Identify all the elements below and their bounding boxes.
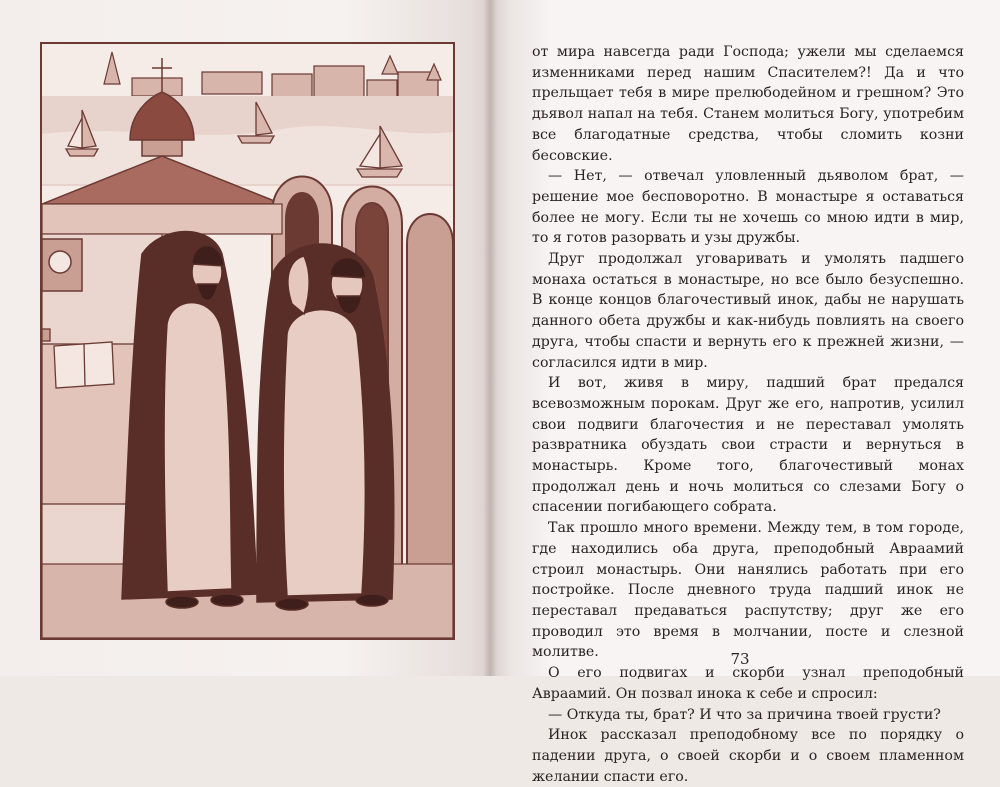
paragraph: И вот, живя в миру, падший брат предался всевозможным порокам. Друг же его, напротив, усилил свои подвиги благочестия и не переставал умолять развратника обуздать свои страсти и вернуться в монастырь. Кроме того, благочестивый монах продолжал день и ночь молиться со слезами Богу о спасении погибающего собрата. [532, 375, 964, 516]
page-number: 73 [730, 650, 750, 668]
paragraph: Инок рассказал преподобному все по порядку о падении друга, о своей скорби и о своем пламенном желании спасти его. [532, 727, 964, 785]
monk-right [257, 244, 394, 610]
wall-icon [42, 239, 82, 291]
paragraph: Друг продолжал уговаривать и умолять падшего монаха остаться в монастыре, но все было безуспешно. В конце концов благочестивый инок, дабы не нарушать данного обета дружбы и как-нибудь повлиять на своего друга, чтобы спасти и вернуть его к прежней жизни, — согласился идти в мир. [532, 251, 964, 371]
book-gutter [483, 0, 497, 676]
paragraph: Так прошло много времени. Между тем, в том городе, где находились оба друга, преподобный Авраамий строил монастырь. Они нанялись работать при его постройке. После дневного труда падший инок не переставал предаваться распутству; друг же его проводил это время в молчании, посте и слезной молитве. [532, 520, 964, 661]
paragraph: О его подвигах и скорби узнал преподобный Авраамий. Он позвал инока к себе и спросил: [532, 665, 964, 702]
paragraph: — Нет, — отвечал уловленный дьяволом брат, — решение мое бесповоротно. В монастыре я оставаться более не могу. Если ты не хочешь со мною идти в мир, то я готов разорвать и узы дружбы. [532, 168, 964, 247]
paragraph: — Откуда ты, брат? И что за причина твоей грусти? [548, 706, 941, 723]
paragraph: от мира навсегда ради Господа; ужели мы сделаемся изменниками перед нашим Спасителем?! Да и что прельщает тебя в мире прелюбодейном и грешном? Это дьявол напал на тебя. Станем молиться Богу, употребим все благодатные средства, чтобы сломить козни бесовские. [532, 44, 964, 164]
page-text [532, 42, 964, 787]
two-monks-icon-illustration [40, 42, 455, 640]
